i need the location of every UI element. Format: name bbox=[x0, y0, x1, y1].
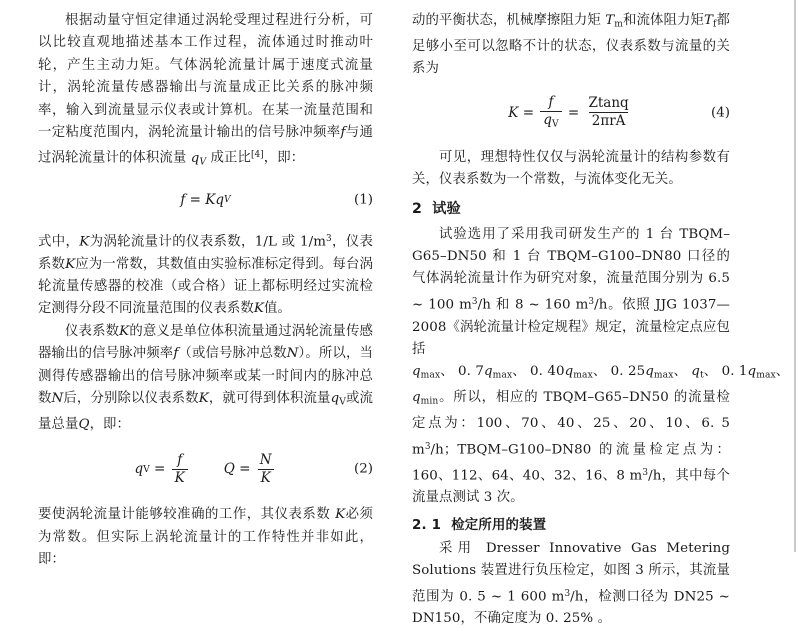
equation-2-frac2-denominator: K bbox=[260, 469, 271, 486]
equation-4-body bbox=[508, 95, 633, 130]
equation-2-body bbox=[134, 453, 276, 486]
equation-4-equals-2: = bbox=[567, 104, 580, 121]
left-p2-text-d: 应为一常数，其数值由实验标准标定得到。每台涡轮流量传感器的校准（或合格）证上都标明经过实流检定测得分段不同流量范围的仪表系数 bbox=[38, 256, 373, 317]
q-sub-5: t bbox=[699, 370, 704, 381]
section-2-title: 试验 bbox=[432, 200, 461, 217]
qmax-term-2 bbox=[458, 364, 512, 379]
exponent-3-a: 3 bbox=[471, 296, 478, 307]
right-p1-text-b: 和流体阻力矩 bbox=[623, 13, 704, 28]
equation-4-frac1-denominator-subscript: V bbox=[551, 118, 559, 130]
separator-6: 、 bbox=[775, 364, 790, 380]
equation-2-fraction-1 bbox=[172, 453, 188, 486]
equation-1-q: q bbox=[215, 191, 225, 208]
variable-Q: Q bbox=[78, 417, 90, 433]
variable-k-6: K bbox=[335, 507, 346, 523]
variable-q-2: q bbox=[330, 391, 340, 407]
equation-1-row bbox=[38, 176, 373, 224]
q-sub-1: max bbox=[420, 370, 441, 381]
equation-4-k: K bbox=[508, 104, 519, 121]
equation-2-lhs-subscript: V bbox=[143, 463, 150, 475]
exponent-3-e: 3 bbox=[564, 588, 571, 599]
equation-4-number: (4) bbox=[711, 105, 730, 121]
exponent-3: 3 bbox=[326, 233, 332, 244]
equation-2-row bbox=[38, 438, 373, 500]
variable-qv bbox=[191, 151, 206, 166]
variable-k-1: K bbox=[79, 234, 90, 250]
left-p3-text-c: （或信号脉冲总数 bbox=[178, 346, 287, 362]
equation-1-k: K bbox=[205, 191, 216, 208]
variable-k-3: K bbox=[253, 301, 264, 317]
equation-2-frac1-numerator: f bbox=[177, 451, 183, 468]
coefficient-2: 0. 7 bbox=[458, 364, 484, 380]
equation-4-frac2-denominator: 2πrA bbox=[589, 112, 629, 129]
qt-term bbox=[691, 364, 703, 379]
left-p1-text-d: ，即： bbox=[263, 150, 305, 166]
right-p4-text-a: 。所以，相应的 TBQM–G65–DN50 的流量检定点为：100、70、40、25、20、10、6. 5 m bbox=[412, 390, 730, 458]
separator-2: 、 bbox=[512, 364, 526, 380]
left-p3-text-d: ）。所以，当测得传感器输出的信号脉冲频率或某一时间内的脉冲总数 bbox=[38, 346, 373, 407]
equation-4-row bbox=[412, 83, 730, 143]
q-var-4: q bbox=[645, 364, 654, 380]
left-p3-text-e: 后，分别除以仪表系数 bbox=[63, 391, 199, 407]
equation-4-fraction-2 bbox=[585, 96, 631, 129]
q-sub-4: max bbox=[653, 370, 674, 381]
equation-4-fraction-1 bbox=[540, 95, 561, 130]
variable-f: f bbox=[340, 125, 346, 141]
qmax-term-4 bbox=[611, 364, 674, 379]
left-p2-text-b: 为涡轮流量计的仪表系数，1/L 或 1/m bbox=[89, 234, 326, 250]
left-paragraph-3 bbox=[38, 321, 373, 437]
q-var-5: q bbox=[691, 364, 700, 380]
equation-2-frac1-denominator: K bbox=[174, 469, 185, 486]
separator-1: 、 bbox=[440, 364, 454, 380]
q-var-3: q bbox=[564, 364, 574, 380]
q-sub-3: max bbox=[573, 370, 593, 381]
coefficient-3: 0. 40 bbox=[530, 364, 565, 380]
right-p5-text-b: /h，检测口径为 DN25 ~ DN150，不确定度为 0. 25% 。 bbox=[412, 589, 730, 627]
right-paragraph-3 bbox=[412, 224, 730, 362]
left-p2-text-a: 式中， bbox=[38, 234, 80, 250]
equation-2-frac2-numerator: N bbox=[259, 451, 272, 468]
left-p3-text-g: 或流量总量 bbox=[38, 391, 374, 433]
right-p1-text-c: 都足够小至可以忽略不计的状态，仪表系数与流量的关系为 bbox=[412, 13, 731, 77]
equation-2-number: (2) bbox=[354, 461, 373, 477]
q-sub-7: min bbox=[420, 396, 439, 407]
exponent-3-d: 3 bbox=[642, 467, 649, 478]
equation-2-rhs-Q: Q bbox=[223, 461, 235, 478]
right-p5-text-a: 采用 Dresser Innovative Gas Metering Solutions 装置进行负压检定，如图 3 所示，其流量范围为 0. 5 ~ 1 600 m bbox=[412, 540, 730, 605]
left-p3-text-h: ，即： bbox=[89, 417, 131, 433]
variable-n-2: N bbox=[51, 391, 64, 407]
left-paragraph-2 bbox=[38, 228, 373, 321]
left-p1-text-a: 根据动量守恒定律通过涡轮受理过程进行分析，可以比较直观地描述基本工作过程，流体通过时推动叶轮，产生主动力矩。气体涡轮流量计属于速度式流量计，涡轮流量传感器输出与流量成正比关系的脉冲频率，输入到流量显示仪表或计算机。在某一流量范围和一定粘度范围内，涡轮流量计输出的信号脉冲频率 bbox=[38, 13, 373, 141]
equation-4-frac1-denominator-q: q bbox=[543, 112, 552, 129]
q-var-6: q bbox=[747, 364, 757, 380]
left-paragraph-4 bbox=[38, 504, 373, 571]
left-p1-text-c: 成正比 bbox=[210, 150, 251, 166]
right-p4-text-c: /h，其中每个流量点测试 3 次。 bbox=[412, 468, 731, 506]
right-column bbox=[385, 0, 790, 627]
variable-Tf bbox=[704, 13, 717, 28]
equation-2-equals-2: = bbox=[239, 461, 251, 478]
separator-4: 、 bbox=[673, 364, 687, 380]
coefficient-6: 0. 1 bbox=[721, 364, 748, 380]
right-p4-text-b: /h；TBQM–G100–DN80 的流量检定点为：160、112、64、40、32、16、8 m bbox=[412, 442, 730, 483]
section-2-1-number: 2. 1 bbox=[412, 517, 442, 533]
variable-T-2: T bbox=[703, 13, 714, 28]
right-paragraph-2: 可见，理想特性仅仅与涡轮流量计的结构参数有关，仪表系数为一个常数，与流体变化无关。 bbox=[412, 149, 730, 188]
right-p3-text-a: 试验选用了采用我司研发生产的 1 台 TBQM–G65–DN50 和 1 台 TBQM–G100–DN80 口径的气体涡轮流量计作为研究对象，流量范围分别为 6.5 ~ 100 m bbox=[412, 226, 730, 313]
left-p3-text-b: 的意义是单位体积流量通过涡轮流量传感器输出的信号脉冲频率 bbox=[38, 323, 373, 362]
equation-1-body bbox=[180, 192, 230, 208]
qmax-term-6 bbox=[722, 364, 776, 379]
variable-Tm bbox=[605, 13, 623, 28]
equation-2-equals-1: = bbox=[154, 461, 166, 478]
right-p3-text-b: /h 和 8 ~ 160 m bbox=[477, 297, 589, 313]
variable-T-subscript-m: m bbox=[614, 19, 624, 30]
q-sub-6: max bbox=[756, 370, 776, 381]
variable-qv-2 bbox=[331, 391, 346, 406]
q-var-2: q bbox=[484, 364, 493, 380]
variable-T-1: T bbox=[605, 13, 615, 28]
citation-reference: [4] bbox=[250, 150, 264, 161]
left-column bbox=[0, 0, 385, 568]
q-var-7: q bbox=[412, 390, 421, 406]
left-p4-text-a: 要使涡轮流量计能够较准确的工作，其仪表系数 bbox=[38, 507, 331, 523]
exponent-3-b: 3 bbox=[588, 296, 595, 307]
section-heading-2 bbox=[412, 198, 730, 220]
equation-1-lhs: f bbox=[180, 191, 186, 208]
variable-n-1: N bbox=[286, 346, 299, 362]
left-p3-text-f: ，就可得到体积流量 bbox=[208, 391, 331, 407]
right-paragraph-4 bbox=[412, 361, 790, 509]
equation-1-number: (1) bbox=[354, 192, 373, 208]
exponent-3-c: 3 bbox=[424, 441, 431, 452]
variable-k-5: K bbox=[198, 391, 209, 407]
qmax-term-3 bbox=[530, 364, 593, 379]
qmin-term bbox=[412, 390, 438, 405]
equation-1-equals: = bbox=[189, 191, 201, 208]
variable-q-subscript-2: V bbox=[339, 397, 346, 408]
variable-T-subscript-f: f bbox=[713, 19, 717, 30]
left-p1-text-b: 与通过涡轮流量计的体积流量 bbox=[38, 125, 373, 166]
equation-4-frac2-numerator: Ztanq bbox=[588, 95, 629, 112]
section-heading-2-1 bbox=[412, 515, 730, 536]
right-p3-text-c: /h。依照 JJG 1037—2008《涡轮流量计检定规程》规定，流量检定点应包括 bbox=[412, 297, 730, 358]
variable-k-4: K bbox=[119, 323, 130, 339]
variable-q-subscript: V bbox=[199, 157, 207, 168]
variable-k-2: K bbox=[65, 256, 76, 272]
separator-3: 、 bbox=[592, 364, 607, 380]
q-sub-2: max bbox=[492, 370, 513, 381]
equation-2-lhs-q: q bbox=[134, 461, 144, 478]
variable-q: q bbox=[190, 150, 200, 166]
q-var-1: q bbox=[412, 364, 421, 380]
equation-2-fraction-2 bbox=[257, 453, 275, 486]
coefficient-4: 0. 25 bbox=[610, 364, 646, 380]
separator-5: 、 bbox=[703, 364, 718, 380]
equation-4-frac1-numerator: f bbox=[548, 94, 554, 111]
left-p2-text-e: 值。 bbox=[263, 301, 291, 317]
left-p4-text-b: 必须为常数。但实际上涡轮流量计的工作特性并非如此，即： bbox=[38, 507, 374, 568]
right-p1-text-a: 动的平衡状态，机械摩擦阻力矩 bbox=[412, 13, 601, 28]
left-p3-text-a: 仪表系数 bbox=[65, 323, 120, 339]
equation-4-equals-1: = bbox=[522, 104, 534, 121]
right-paragraph-1 bbox=[412, 10, 730, 81]
qmax-term-1 bbox=[412, 364, 440, 379]
variable-f-2: f bbox=[173, 346, 179, 362]
equation-1-q-subscript: V bbox=[224, 194, 231, 206]
section-2-number: 2 bbox=[412, 200, 423, 217]
left-paragraph-1 bbox=[38, 10, 373, 174]
section-2-1-title: 检定所用的装置 bbox=[451, 517, 547, 533]
left-p2-text-c: ，仪表系数 bbox=[38, 234, 373, 272]
